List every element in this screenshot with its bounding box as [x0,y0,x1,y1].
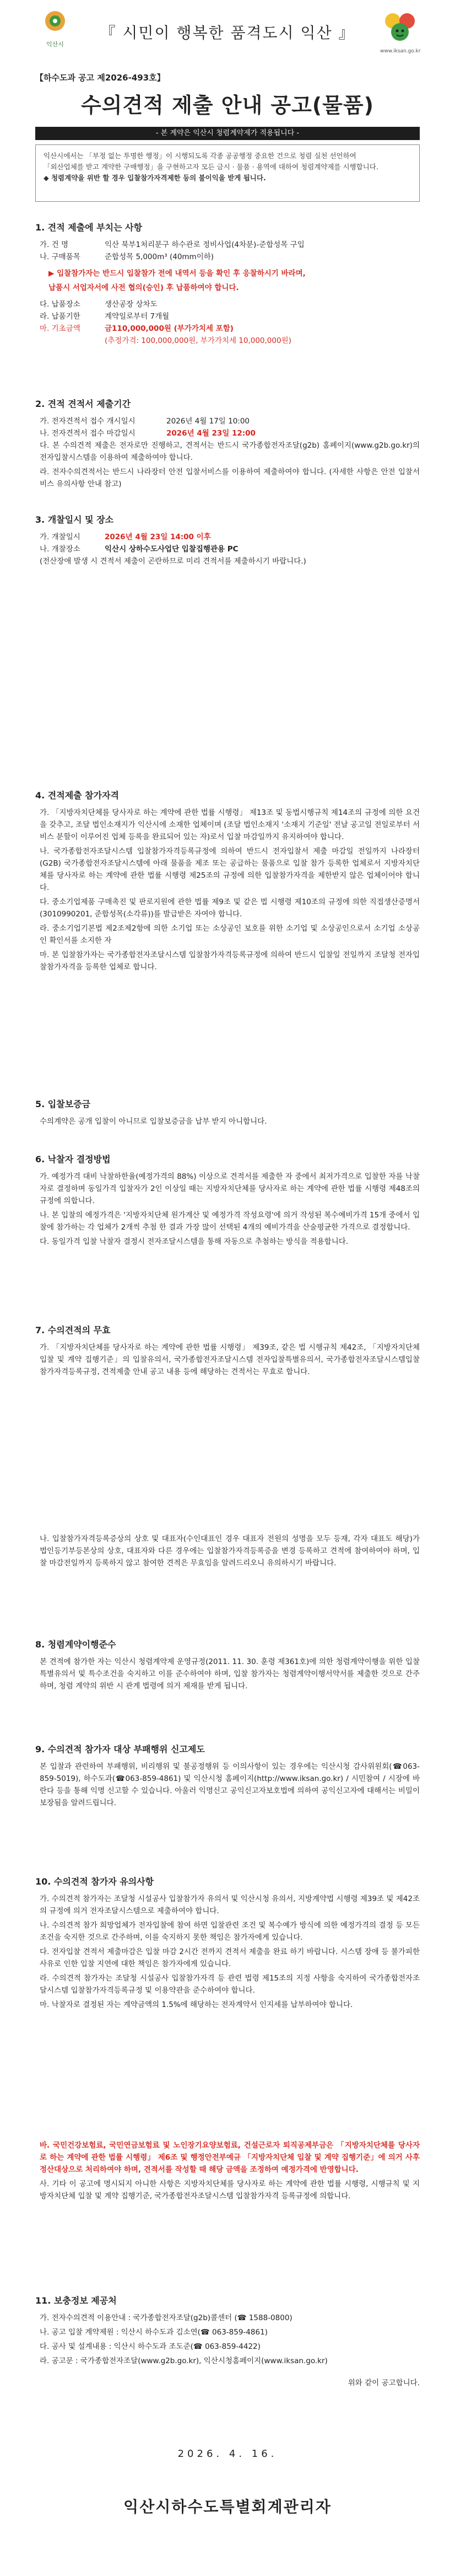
section-heading: 3. 개찰일시 및 장소 [35,514,114,525]
paragraph: 가. 「지방자치단체를 당사자로 하는 계약에 관한 법률 시행령」 제39조, 같은 법 시행규칙 제42조, 「지방자치단체 입찰 및 계약 집행기준」의 입찰유의서, 국가종합전자조달시스템 전자입찰특별유의서, 국가종합전자조달시스템입찰참가자격등록규정, 견적제출 안내 공고 내용 등에 해당하는 견적서는 무효로 합니다. [40,1343,420,1376]
contact-line: 라. 공고문 : 국가종합전자조달(www.g2b.go.kr), 익산시청홈페이지(www.iksan.go.kr) [40,2357,328,2365]
section-heading: 1. 견적 제출에 부치는 사항 [35,222,143,233]
integrity-banner: - 본 계약은 익산시 청렴계약제가 적용됩니다 - [35,127,420,140]
section-10-continued [35,2139,420,2202]
contact-line: 나. 공고 입찰 계약제원 : 익산시 하수도과 김소연(☎ 063-859-4861) [40,2328,268,2337]
website-caption: www.iksan.go.kr [380,49,421,54]
section-heading: 8. 청렴계약이행준수 [35,1639,116,1650]
section-heading: 7. 수의견적의 무효 [35,1325,111,1335]
city-slogan: 『 시민이 행복한 품격도시 익산 』 [100,24,355,42]
section-heading: 10. 수의견적 참가자 유의사항 [35,1876,154,1887]
item-row: 가. 건 명 익산 북부1처리분구 하수관로 정비사업(4차분)-준합성목 구입 [40,240,305,249]
logo-caption: 익산시 [46,41,64,48]
item-row: 가. 전자견적서 접수 개시일시 2026년 4월 17일 10:00 [40,417,250,426]
paragraph: (전산장애 발생 시 견적서 제출이 곤란하므로 미리 견적서를 제출하시기 바랍니다.) [40,557,306,566]
paragraph: 라. 중소기업기본법 제2조제2항에 의한 소기업 또는 소상공인 보호를 위한 소기업 및 소상공인으로서 소기업 소상공인 확인서를 소지한 자 [40,924,420,945]
paragraph: 가. 수의견적 참가자는 조달청 시설공사 입찰참가자 유의서 및 익산시청 유의서, 지방계약법 시행령 제39조 및 제42조의 규정에 의거 전자조달시스템으로 제출하여야 합니다. [40,1895,420,1915]
section-4 [35,788,420,973]
paragraph: 수의계약은 공개 입찰이 아니므로 입찰보증금을 납부 받지 아니합니다. [40,1117,267,1126]
paragraph: 나. 입찰참가자격등록증상의 상호 및 대표자(수인대표인 경우 대표자 전원의 성명을 모두 등재, 각자 대표도 해당)가 법인등기부등본상의 상호, 대표자와 다른 경우에는 입찰참가자격등록증을 변경 등록하고 견적에 참여하여야 하며, 입찰 마감전일까지 등록하지 않고 참여한 견적은 무효임을 알려드리오니 유의하시기 바랍니다. [40,1534,420,1568]
issue-date: 2026. 4. 16. [177,2448,278,2460]
paragraph: 다. 중소기업제품 구매촉진 및 판로지원에 관한 법률 제9조 및 같은 법 시행령 제10조의 규정에 의한 직접생산증명서(3010990201, 준합성목(소각류))를 발급받은 자여야 합니다. [40,898,420,919]
announcement-number: 【하수도과 공고 제2026-493호】 [35,73,165,83]
section-heading: 11. 보충정보 제공처 [35,2295,117,2306]
section-9 [35,1742,420,1809]
section-heading: 5. 입찰보증금 [35,1099,91,1109]
contact-line: 가. 전자수의견적 이용안내 : 국가종합전자조달(g2b)콜센터 (☎ 1588-0800) [40,2314,292,2322]
notice-line: 「외산업체를 받고 계약한 구매행정」을 구현하고자 모든 금시 · 물품 · 용역에 대하여 청렴계약제를 시행합니다. [44,163,378,171]
section-5 [35,1097,420,1128]
paragraph: 다. 동일가격 입찰 낙찰자 결정시 전자조달시스템을 통해 자동으로 추첨하는 방식을 적용합니다. [40,1237,349,1246]
closing-statement: 위와 같이 공고합니다. [348,2379,420,2387]
paragraph: 본 입찰과 관련하여 부패행위, 비리행위 및 불공정행위 등 이의사항이 있는 경우에는 익산시청 감사위원회(☎063-859-5019), 하수도과(☎063-859-4861) 및 익산시청 홈페이지(http://www.iksan.go.kr) / 시민참여 / 시장에 바란다 등을 통해 익명 신고할 수 있습니다. 아울러 익명신고 공익신고자보호법에 의하여 공익신고자에 대해서는 비밀이 보장됨을 알려드립니다. [40,1762,420,1807]
integrity-notice-box [35,144,420,202]
city-mascot-logo [380,9,420,55]
section-11 [35,2294,420,2389]
paragraph: 나. 수의견적 참가 희망업체가 전자입찰에 참여 하면 입찰관련 조건 및 복수예가 방식에 의한 예정가격의 결정 등 모든 조건을 숙지한 것으로 간주하며, 이를 숙지하지 못한 책임은 참가자에게 있습니다. [40,1921,420,1942]
mascot-icon [382,9,418,45]
paragraph: 나. 본 입찰의 예정가격은 '지방자치단체 원가계산 및 예정가격 작성요령'에 의거 작성된 복수예비가격 15개 중에서 입찰에 참가하는 각 업체가 2개씩 추첨 한 결과 가장 많이 선택된 4개의 예비가격을 산술평균한 가격으로 결정합니다. [40,1211,420,1232]
paragraph: 다. 본 수의견적 제출은 전자로만 진행하고, 견적서는 반드시 국가종합전자조달(g2b) 홈페이지(www.g2b.go.kr)의 전자입찰시스템을 이용하여 제출하여야 합니다. [40,441,420,462]
notice-line: ◆ 청렴계약을 위반 할 경우 입찰참가자격제한 등의 불이익을 받게 됩니다. [44,174,266,182]
paragraph: 가. 예정가격 대비 낙찰하한율(예정가격의 88%) 이상으로 견적서를 제출한 자 중에서 최저가격으로 입찰한 자를 낙찰자로 결정하며 동일가격 입찰자가 2인 이상일 때는 지방자치단체를 당사자로 하는 계약에 관한 법률 시행령 제48조의 규정에 의합니다. [40,1172,420,1205]
section-heading: 6. 낙찰자 결정방법 [35,1154,111,1164]
paragraph: 마. 낙찰자로 결정된 자는 계약금액의 1.5%에 해당하는 전자계약서 인지세를 납부하여야 합니다. [40,2000,353,2009]
section-7-continued [35,1533,420,1569]
section-heading: 9. 수의견적 참가자 대상 부패행위 신고제도 [35,1744,205,1754]
warning-note: 납품시 서업자서에 사전 협의(승인) 후 납품하여야 합니다. [48,283,239,292]
header [0,0,455,61]
item-row: 가. 개찰일시 2026년 4월 23일 14:00 이후 [40,533,211,541]
paragraph: 라. 수의견적 참가자는 조달청 시설공사 입찰참가자격 등 관련 법령 제15조의 지정 사항을 숙지하여 국가종합전자조달시스템 입찰참가자격등록규정 및 이용약관을 준수하여야 합니다. [40,1974,420,1995]
section-7 [35,1323,420,1378]
paragraph: 가. 「지방자치단체를 당사자로 하는 계약에 관한 법률 시행령」 제13조 및 동법시행규칙 제14조의 규정에 의한 요건을 갖추고, 조달 법인소재지가 익산시에 소재한 업체이며 (조달 법인소재지 '소재지 기준일' 전날 공고일 전일로부터 서비스 분할이 이루어진 업체 등록을 완료되어 있는 자)로서 입찰 마감일까지 유지하여야 합니다. [40,808,420,841]
section-heading: 2. 견적 견적서 제출기간 [35,399,131,409]
notice-line: 익산시에서는 「부정 없는 투명한 행정」이 시행되도록 각종 공공행정 중요한 건으로 청렴 실천 선언하여 [44,152,356,160]
item-row: 나. 전자견적서 접수 마감일시 2026년 4월 23일 12:00 [40,429,256,438]
section-3 [35,513,420,567]
paragraph: 마. 본 입찰참가자는 국가종합전자조달시스템 입찰참가자격등록규정에 의하여 반드시 입찰일 전일까지 조달청 전자입찰참가자격을 등록한 업체로 합니다. [40,951,420,972]
page-title: 수의견적 제출 안내 공고(물품) [81,93,374,117]
issuing-authority: 익산시하수도특별회계관리자 [123,2498,332,2516]
item-row: 나. 개찰장소 익산시 상하수도사업단 입찰집행관용 PC [40,545,239,554]
price-detail: (추정가격: 100,000,000원, 부가가치세 10,000,000원) [105,336,291,345]
paragraph: 바. 국민건강보험료, 국민연금보험료 및 노인장기요양보험료, 건설근로자 퇴직공제부금은 「지방자치단체를 당사자로 하는 계약에 관한 법률 시행령」 제6조 및 행정안전부예규 「지방자치단체 입찰 및 계약 집행기준」에 의거 사후 정산대상으로 처리하여야 하며, 견적서를 작성할 때 해당 금액을 조정하여 예정가격에 반영합니다. [40,2141,420,2174]
item-row: 다. 납품장소 생산공장 상차도 [40,300,158,309]
paragraph: 나. 국가종합전자조달시스템 입찰참가자격등록규정에 의하여 반드시 전자입찰서 제출 마감일 전일까지 나라장터(G2B) 국가종합전자조달시스템에 아래 물품을 제조 또는 공급하는 물품으로 입찰 참가 등록한 업체로서 지방자치단체를 당사자로 하는 계약에 관한 법률 시행령 제25조의 규정에 의한 입찰참가자격을 제한받지 않은 업체이어야 합니다. [40,847,420,892]
section-6 [35,1152,420,1248]
contact-line: 다. 공사 및 설계내용 : 익산시 하수도과 조도준(☎ 063-859-4422) [40,2342,261,2351]
paragraph: 라. 전자수의견적서는 반드시 나라장터 안전 입찰서비스를 이용하여 제출하여야 합니다. (자세한 사항은 안전 입찰서비스 유의사항 안내 참고) [40,468,420,489]
paragraph: 사. 기타 이 공고에 명시되지 아니한 사항은 지방자치단체를 당사자로 하는 계약에 관한 법률 시행령, 시행규칙 및 지방자치단체 입찰 및 계약 집행기준, 국가종합전자조달시스템 입찰참가자격 등록규정에 의합니다. [40,2180,420,2201]
paragraph: 본 견적에 참가한 자는 익산시 청렴계약제 운영규정(2011. 11. 30. 훈령 제361호)에 의한 청렴계약이행을 위한 입찰특별유의서 및 특수조건을 숙지하고 이를 준수하여야 하며, 입찰 참가자는 청렴계약이행서약서를 제출한 것으로 간주하며, 청렴 계약의 위반 시 관계 법령에 의거 제재를 받게 됩니다. [40,1657,420,1690]
section-8 [35,1638,420,1692]
paragraph: 다. 전자입찰 견적서 제출마감은 입찰 마감 2시간 전까지 견적서 제출을 완료 하기 바랍니다. 시스템 장애 등 불가피한 사유로 인한 입찰 지연에 대한 책임은 참가자에게 있습니다. [40,1947,420,1968]
section-heading: 4. 견적제출 참가자격 [35,790,119,801]
item-row: 라. 납품기한 계약일로부터 7개월 [40,312,170,321]
section-10 [35,1875,420,2011]
section-2 [35,397,420,490]
item-row: 나. 구매품목 준합성목 5,000m³ (40mm이하) [40,253,214,261]
section-1 [35,221,420,347]
item-row: 마. 기초금액 금110,000,000원 (부가가치세 포함) [40,324,234,333]
warning-note: ▶ 입찰참가자는 반드시 입찰참가 전에 내역서 등을 확인 후 응찰하시기 바라며, [48,269,306,278]
